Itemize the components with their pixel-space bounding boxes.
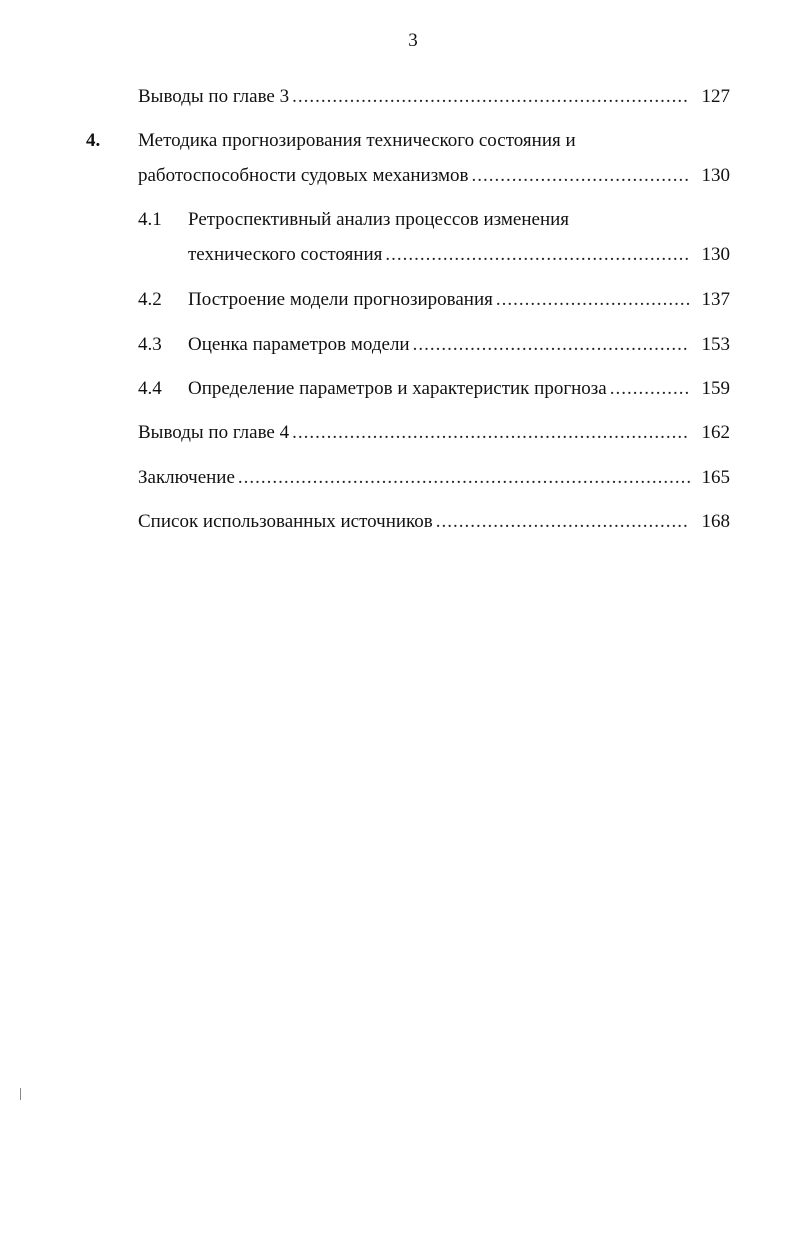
toc-entry-title: Список использованных источников	[138, 511, 433, 532]
toc-entry-title: Заключение	[138, 467, 235, 488]
section-number: 4.2	[138, 289, 162, 310]
toc-entry-conclusions-ch3	[138, 85, 730, 109]
dot-leader	[292, 421, 690, 445]
section-title-line1: Ретроспективный анализ процессов изменения	[188, 209, 570, 230]
chapter-number: 4.	[86, 130, 101, 151]
section-number: 4.1	[138, 209, 162, 230]
toc-entry-title: Выводы по главе 3	[138, 86, 290, 107]
dot-leader	[496, 288, 690, 312]
page-number: 3	[408, 30, 418, 51]
toc-entry-page: 127	[701, 86, 730, 107]
chapter-title-line1: Методика прогнозирования технического состояния и	[138, 130, 576, 151]
section-title: Построение модели прогнозирования	[188, 289, 493, 310]
section-number: 4.3	[138, 334, 162, 355]
toc-entry-page: 168	[701, 511, 730, 532]
toc-entry-page: 162	[701, 422, 730, 443]
toc-entry-page: 137	[701, 289, 730, 310]
chapter-title-line2: работоспособности судовых механизмов	[138, 165, 469, 186]
toc-entry-section-4-4	[188, 377, 730, 401]
toc-entry-references	[138, 510, 730, 534]
toc-entry-page: 130	[701, 165, 730, 186]
dot-leader	[436, 510, 690, 534]
dot-leader	[471, 164, 690, 188]
toc-entry-section-4-3	[188, 333, 730, 357]
section-number: 4.4	[138, 378, 162, 399]
toc-entry-section-4-2	[188, 288, 730, 312]
dot-leader	[413, 333, 690, 357]
dot-leader	[385, 243, 690, 267]
toc-entry-conclusion	[138, 466, 730, 490]
toc-entry-page: 159	[701, 378, 730, 399]
section-title: Определение параметров и характеристик прогноза	[188, 378, 607, 399]
scan-speck	[20, 1088, 21, 1100]
dot-leader	[238, 466, 690, 490]
section-title: Оценка параметров модели	[188, 334, 410, 355]
dot-leader	[610, 377, 690, 401]
section-title-line2: технического состояния	[188, 244, 383, 265]
toc-entry-chapter4	[138, 164, 730, 188]
dot-leader	[292, 85, 690, 109]
toc-entry-title: Выводы по главе 4	[138, 422, 290, 443]
toc-entry-page: 165	[701, 467, 730, 488]
toc-entry-conclusions-ch4	[138, 421, 730, 445]
toc-entry-section-4-1	[188, 243, 730, 267]
toc-entry-page: 153	[701, 334, 730, 355]
toc-entry-page: 130	[701, 244, 730, 265]
